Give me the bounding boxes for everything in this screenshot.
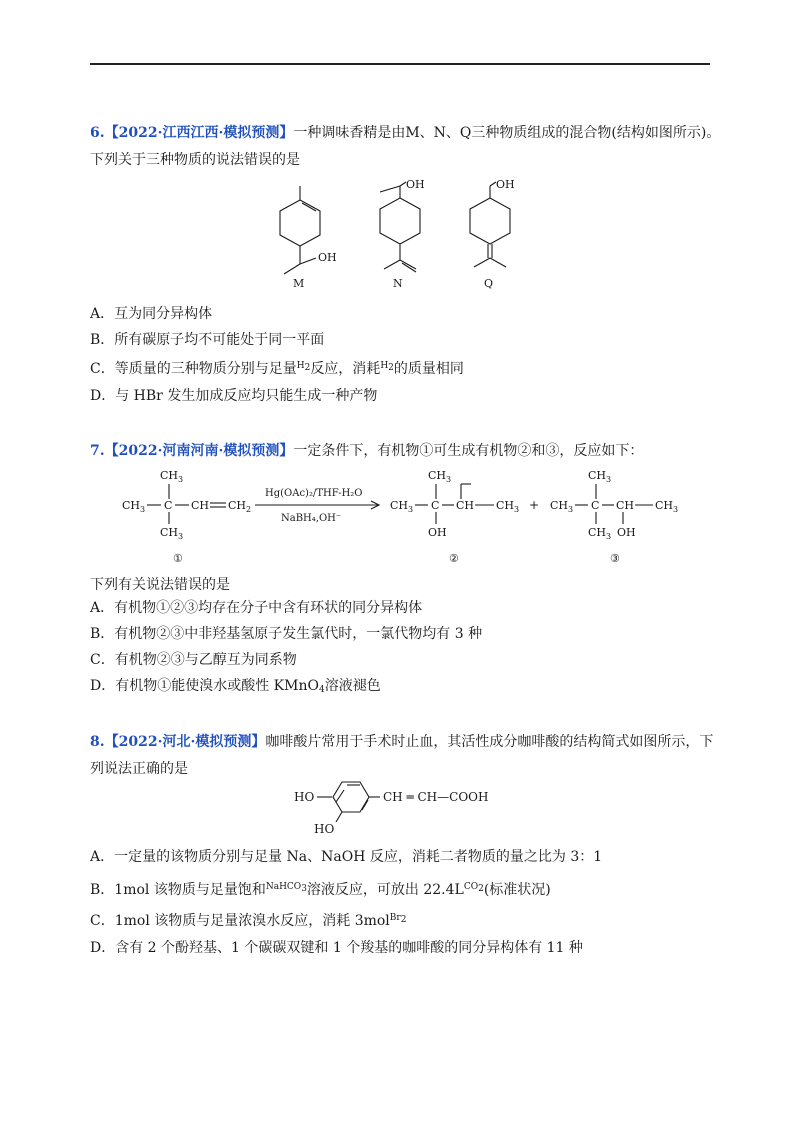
svg-text:CH3: $CH_3$	[390, 499, 414, 514]
structure-n	[380, 178, 425, 290]
n-label: N	[393, 277, 403, 290]
svg-text:CH: CH	[456, 499, 475, 512]
svg-text:C: C	[431, 499, 440, 512]
svg-text:CH3: $CH_3$	[428, 469, 452, 484]
svg-text:HO: HO	[294, 790, 315, 804]
svg-text:CH3: $CH_3$	[588, 469, 612, 484]
q8-number: 8.	[90, 734, 105, 750]
q8-stem-line1	[90, 733, 713, 751]
q7-option-a: A．有机物①②③均存在分子中含有环状的同分异构体	[90, 600, 423, 616]
q7-option-c: C．有机物②③与乙醇互为同系物	[90, 652, 297, 668]
q7-stem-text: 一定条件下，有机物①可生成有机物②和③，反应如下：	[293, 443, 644, 459]
n-oh-label: OH	[406, 178, 425, 191]
svg-text:CH3: $CH_3$	[655, 499, 679, 514]
q6-structures	[255, 178, 555, 293]
header-rule	[90, 63, 710, 65]
reaction-arrow	[255, 488, 379, 524]
q8-option-b: B．1mol 该物质与足量饱和$^{NaHCO_3}$溶液反应，可放出 $22.4L^{CO_2}$(标准状况)	[90, 882, 551, 898]
svg-text:CH3: $CH_3$	[550, 499, 574, 514]
svg-text:CH3: $CH_3$	[588, 526, 612, 541]
chain-label: CH ═ CH—COOH	[383, 790, 489, 804]
q7-stem-line2: 下列有关说法错误的是	[90, 577, 230, 593]
svg-text:HO: HO	[314, 822, 335, 836]
h2-formula-2: H2	[380, 361, 394, 373]
q8-option-d: D．含有 2 个酚羟基、1 个碳碳双键和 1 个羧基的咖啡酸的同分异构体有 11 种	[90, 940, 583, 956]
label-2: ②	[449, 552, 459, 565]
structure-m	[280, 186, 337, 290]
q6-number: 6.	[90, 125, 105, 141]
q8-option-c: C．1mol 该物质与足量浓溴水反应，消耗 3mol$^{Br_2}$	[90, 913, 407, 929]
svg-text:OH: OH	[428, 526, 447, 539]
q8-source: 【2022·河北·模拟预测】	[104, 734, 266, 750]
q6-source: 【2022·江西江西·模拟预测】	[104, 125, 294, 141]
q8-caffeic-acid-structure	[290, 770, 530, 842]
m-label: M	[293, 277, 305, 290]
label-3: ③	[610, 552, 620, 565]
q-oh-label: OH	[496, 178, 515, 191]
m-oh-label: OH	[318, 251, 337, 264]
q7-option-d: D．有机物①能使溴水或酸性 KMnO$_4$溶液褪色	[90, 678, 381, 695]
q8-stem-line2: 列说法正确的是	[90, 761, 188, 777]
svg-text:C: C	[591, 499, 600, 512]
svg-text:CH2: $CH_2$	[228, 499, 252, 514]
svg-text:C: C	[164, 499, 173, 512]
plus-sign: +	[529, 498, 540, 512]
q8-stem-text: 咖啡酸片常用于手术时止血，其活性成分咖啡酸的结构简式如图所示，下	[265, 734, 714, 750]
svg-text:CH3: $CH_3$	[122, 499, 146, 514]
svg-text:CH: CH	[191, 499, 210, 512]
svg-text:CH3: $CH_3$	[496, 499, 520, 514]
q7-source: 【2022·河南河南·模拟预测】	[104, 443, 294, 459]
h2-formula: H2	[296, 361, 311, 373]
q7-number: 7.	[90, 443, 105, 459]
q6-stem-line2: 下列关于三种物质的说法错误的是	[90, 152, 300, 168]
svg-text:CH3: $CH_3$	[160, 469, 184, 484]
q6-option-d: D．与 HBr 发生加成反应均只能生成一种产物	[90, 388, 378, 404]
q6-stem-text: 一种调味香精是由M、N、Q三种物质组成的混合物(结构如图所示)。	[293, 125, 721, 141]
svg-text:OH: OH	[617, 526, 636, 539]
structure-q	[470, 178, 515, 290]
product-3	[550, 469, 678, 565]
condition-top: Hg(OAc)₂/THF-H₂O	[265, 488, 363, 499]
product-2	[390, 469, 519, 565]
reactant-1	[122, 469, 251, 565]
q7-reaction	[118, 466, 688, 574]
q6-option-a: A．互为同分异构体	[90, 306, 213, 322]
q7-stem-line1	[90, 442, 643, 460]
q8-option-a: A．一定量的该物质分别与足量 Na、NaOH 反应，消耗二者物质的量之比为 3：1	[90, 849, 603, 865]
label-1: ①	[173, 552, 183, 565]
q7-option-b: B．有机物②③中非羟基氢原子发生氯代时，一氯代物均有 3 种	[90, 626, 483, 642]
q6-option-c: C．等质量的三种物质分别与足量$^{H_2}$反应，消耗$^{H_2}$的质量相同	[90, 361, 464, 377]
svg-text:CH: CH	[616, 499, 635, 512]
q-label: Q	[484, 277, 494, 290]
svg-text:CH3: $CH_3$	[160, 526, 184, 541]
q6-option-b: B．所有碳原子均不可能处于同一平面	[90, 332, 325, 348]
q6-stem-line1	[90, 124, 720, 142]
condition-bottom: NaBH₄,OH⁻	[281, 513, 342, 524]
